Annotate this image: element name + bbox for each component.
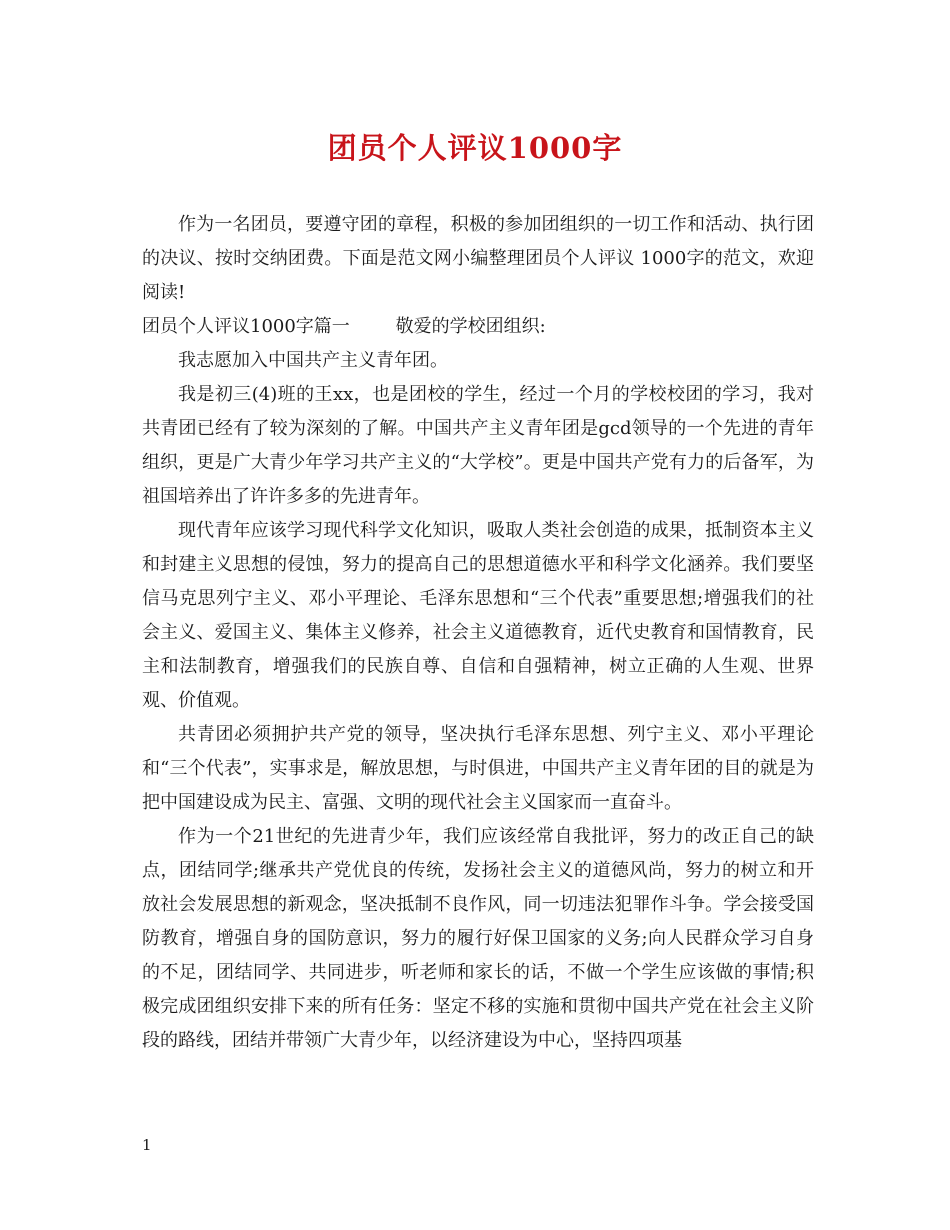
body-paragraph-1: 我志愿加入中国共产主义青年团。 [178,350,448,371]
salutation: 敬爱的学校团组织: [395,316,546,337]
page-number: 1 [142,1136,152,1154]
document-body [142,208,814,1058]
body-paragraph-2: 我是初三(4)班的王xx，也是团校的学生，经过一个月的学校校团的学习，我对共青团已经有了较为深刻的了解。中国共产主义青年团是gcd领导的一个先进的青年组织，更是广大青少年学习共产主义的“大学校”。更是中国共产党有力的后备军，为祖国培养出了许许多多的先进青年。 [142,384,814,507]
body-paragraph-4: 共青团必须拥护共产党的领导，坚决执行毛泽东思想、列宁主义、邓小平理论和“三个代表”，实事求是，解放思想，与时俱进，中国共产主义青年团的目的就是为把中国建设成为民主、富强、文明的现代社会主义国家而一直奋斗。 [142,724,814,813]
section-heading-line [142,310,814,344]
section-heading: 团员个人评议1000字篇一 [142,316,350,337]
body-paragraph-5: 作为一个21世纪的先进青少年，我们应该经常自我批评，努力的改正自己的缺点，团结同学;继承共产党优良的传统，发扬社会主义的道德风尚，努力的树立和开放社会发展思想的新观念，坚决抵制不良作风，同一切违法犯罪作斗争。学会接受国防教育，增强自身的国防意识，努力的履行好保卫国家的义务;向人民群众学习自身的不足，团结同学、共同进步，听老师和家长的话，不做一个学生应该做的事情;积极完成团组织安排下来的所有任务：坚定不移的实施和贯彻中国共产党在社会主义阶段的路线，团结并带领广大青少年，以经济建设为中心，坚持四项基 [142,826,814,1051]
document-title: 团员个人评议1000字 [327,131,623,165]
body-paragraph-3: 现代青年应该学习现代科学文化知识，吸取人类社会创造的成果，抵制资本主义和封建主义思想的侵蚀，努力的提高自己的思想道德水平和科学文化涵养。我们要坚信马克思列宁主义、邓小平理论、毛泽东思想和“三个代表”重要思想;增强我们的社会主义、爱国主义、集体主义修养，社会主义道德教育，近代史教育和国情教育，民主和法制教育，增强我们的民族自尊、自信和自强精神，树立正确的人生观、世界观、价值观。 [142,520,814,711]
intro-paragraph: 作为一名团员，要遵守团的章程，积极的参加团组织的一切工作和活动、执行团的决议、按时交纳团费。下面是范文网小编整理团员个人评议 1000字的范文，欢迎阅读! [142,214,814,303]
